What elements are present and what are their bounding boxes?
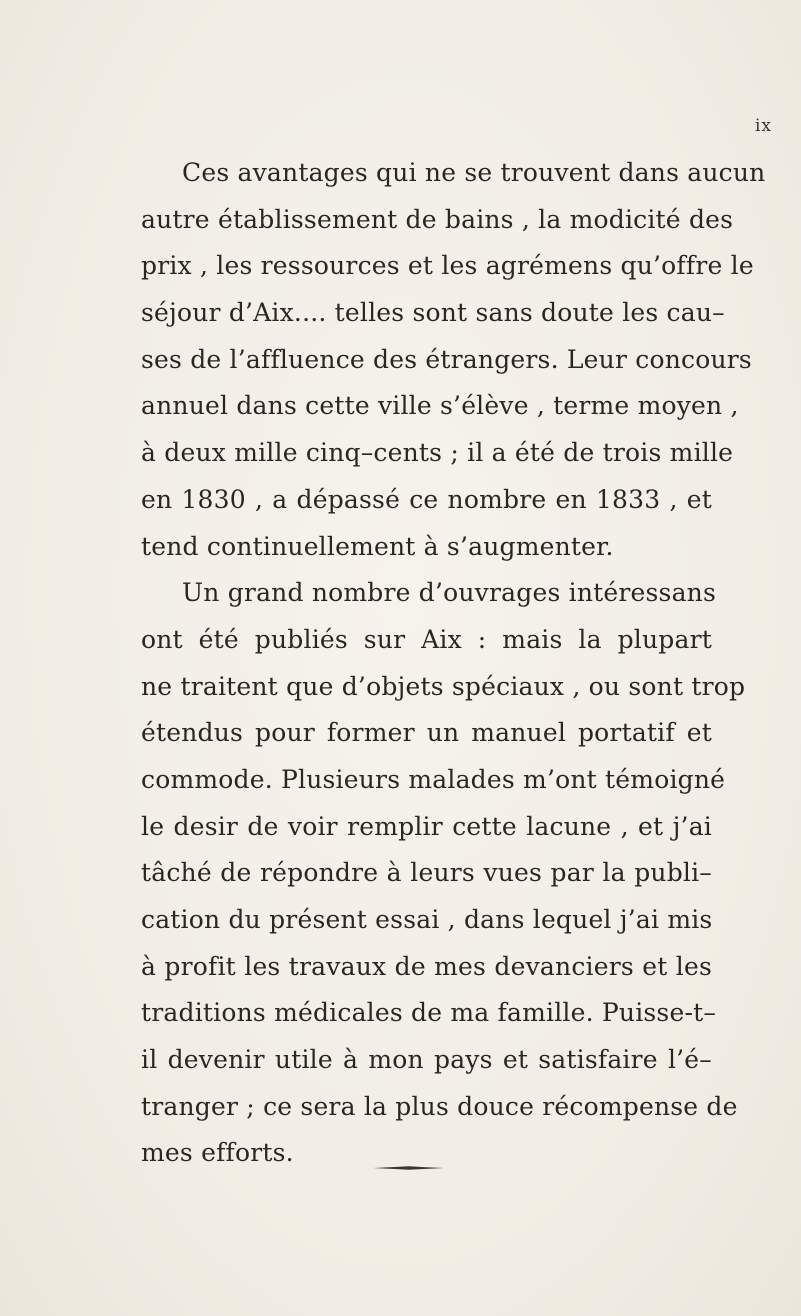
text-line: tranger ; ce sera la plus douce récompense de bbox=[141, 1091, 738, 1121]
text-line: à profit les travaux de mes devanciers et les bbox=[141, 951, 712, 981]
text-line: ont été publiés sur Aix : mais la plupart bbox=[141, 624, 712, 654]
text-line: séjour d’Aix.... telles sont sans doute les cau– bbox=[141, 298, 725, 328]
text-line: il devenir utile à mon pays et satisfaire l’é– bbox=[141, 1045, 712, 1075]
text-line: autre établissement de bains , la modicité des bbox=[141, 204, 734, 234]
text-line: tend continuellement à s’augmenter. bbox=[141, 531, 614, 561]
paragraph-1 bbox=[141, 150, 766, 570]
text-line: traditions médicales de ma famille. Puisse-t– bbox=[141, 998, 717, 1028]
text-line: ses de l’affluence des étrangers. Leur concours bbox=[141, 344, 752, 374]
text-line: le desir de voir remplir cette lacune , et j’ai bbox=[141, 811, 712, 841]
text-line: étendus pour former un manuel portatif et bbox=[141, 718, 712, 748]
text-line: tâché de répondre à leurs vues par la publi– bbox=[141, 858, 712, 888]
ornament-rule bbox=[373, 1165, 444, 1171]
text-line: en 1830 , a dépassé ce nombre en 1833 , et bbox=[141, 484, 712, 514]
text-line: cation du présent essai , dans lequel j’ai mis bbox=[141, 905, 713, 934]
text-line: mes efforts. bbox=[141, 1138, 294, 1168]
body-text bbox=[141, 150, 766, 1177]
text-line: annuel dans cette ville s’élève , terme moyen , bbox=[141, 391, 739, 421]
text-line: à deux mille cinq–cents ; il a été de trois mille bbox=[141, 438, 734, 468]
text-line: Ces avantages qui ne se trouvent dans aucun bbox=[182, 158, 766, 187]
page-number: ix bbox=[755, 116, 773, 136]
text-line: commode. Plusieurs malades m’ont témoigné bbox=[141, 764, 726, 794]
text-line: Un grand nombre d’ouvrages intéressans bbox=[182, 578, 717, 608]
paragraph-2 bbox=[141, 570, 746, 1177]
text-line: prix , les ressources et les agrémens qu’offre le bbox=[141, 251, 754, 281]
text-line: ne traitent que d’objets spéciaux , ou sont trop bbox=[141, 671, 746, 701]
